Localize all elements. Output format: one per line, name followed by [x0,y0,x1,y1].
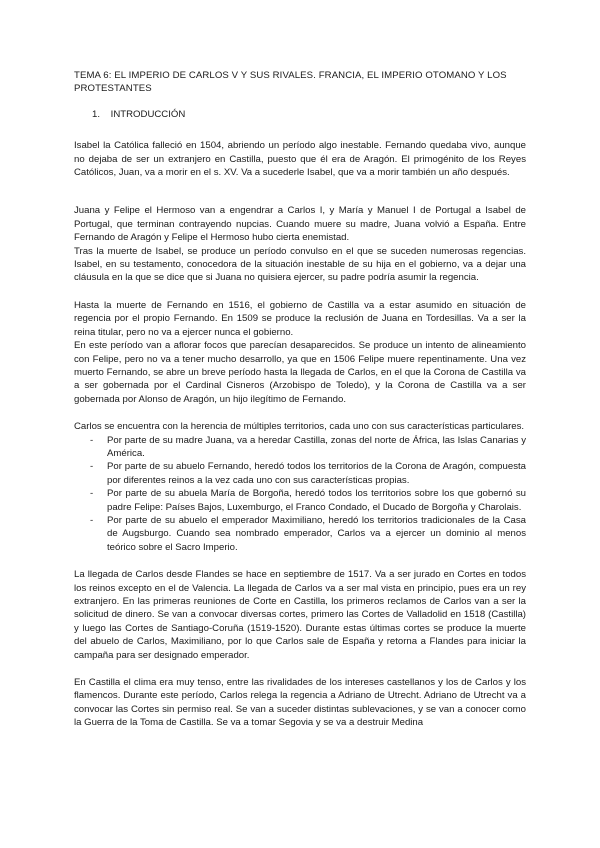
section-title: INTRODUCCIÓN [110,108,186,120]
paragraph: Carlos se encuentra con la herencia de múltiples territorios, cada uno con sus características particulares. [74,421,525,433]
list-item-text: Por parte de su abuelo el emperador Maximiliano, heredó los territorios tradicionales de la Casa de Augsburgo. Cuando sea nombrado emperador, Carlos va a ejercer un dominio al menos teórico sobre el Sacro Imperio. [107,514,526,553]
document-body [74,69,526,730]
list-item [74,514,526,554]
paragraph: En Castilla el clima era muy tenso, entre las rivalidades de los intereses castellanos y los de Carlos y los flamencos. Durante este período, Carlos relega la regencia a Adriano de Utrecht. Adriano de Utrecht va a convocar las Cortes sin permiso real. Se van a suceder distintas sublevaciones, y se van a conocer como la Guerra de la Toma de Castilla. Se va a tomar Segovia y se va a destruir Medina [74,677,526,729]
list-item-text: Por parte de su abuelo Fernando, heredó todos los territorios de la Corona de Aragón, compuesta por diferentes reinos a la vez cada uno con sus características propias. [107,461,526,486]
list-item [74,460,526,487]
document-title: TEMA 6: EL IMPERIO DE CARLOS V Y SUS RIVALES. FRANCIA, EL IMPERIO OTOMANO Y LOS PROTESTANTES [74,70,507,95]
list-bullet: - [90,434,94,446]
paragraph: Juana y Felipe el Hermoso van a engendrar a Carlos I, y María y Manuel I de Portugal a Isabel de Portugal, que terminan contrayendo nupcias. Cuando muere su madre, Juana volvió a España. Entre Fernando de Aragón y Felipe el Hermoso hubo cierta enemistad. [74,205,526,244]
list-item-text: Por parte de su abuela María de Borgoña, heredó todos los territorios sobre los que gobernó su padre Felipe: Países Bajos, Luxemburgo, el Franco Condado, el Ducado de Borgoña y Charolais. [107,488,526,513]
list-bullet: - [90,461,94,473]
paragraph: Isabel la Católica falleció en 1504, abriendo un período algo inestable. Fernando quedaba vivo, aunque no dejaba de ser un extranjero en Castilla, puesto que él era de Aragón. El primogénito de los Reyes Católicos, Juan, va a morir en el s. XV. Va a sucederle Isabel, que va a morir también un año después. [74,140,526,179]
list-item-text: Por parte de su madre Juana, va a heredar Castilla, zonas del norte de África, las Islas Canarias y América. [107,434,526,459]
section-heading [92,108,526,121]
inheritance-list [74,434,526,555]
paragraph: Tras la muerte de Isabel, se produce un período convulso en el que se suceden numerosas regencias. Isabel, en su testamento, conocedora de la situación inestable de su hija en el gobierno, va a dejar una cláusula en la que se dice que si Juana no quisiera ejercer, su padre podría asumir la regencia. [74,245,526,284]
list-bullet: - [90,514,94,526]
paragraph: La llegada de Carlos desde Flandes se hace en septiembre de 1517. Va a ser jurado en Cortes en todos los reinos excepto en el de Valencia. La llegada de Carlos va a ser mal vista en principio, pues era un rey extranjero. En las primeras reuniones de Corte en Castilla, los primeros reclamos de Carlos van a ser la solicitud de dinero. Se van a convocar diversas cortes, primero las Cortes de Valladolid en 1518 (Castilla) y luego las Cortes de Santiago-Coruña (1519-1520). Durante estas últimas cortes se produce la muerte del abuelo de Carlos, Maximiliano, por lo que Carlos sale de España y retorna a Flandes para iniciar la campaña para ser designado emperador. [74,569,526,661]
list-item [74,434,526,461]
paragraph: Hasta la muerte de Fernando en 1516, el gobierno de Castilla va a estar asumido en situación de regencia por el propio Fernando. En 1509 se produce la reclusión de Juana en Tordesillas. Va a ser la reina titular, pero no va a ejercer nunca el gobierno. [74,299,526,338]
paragraph: En este período van a aflorar focos que parecían desaparecidos. Se produce un intento de alineamiento con Felipe, pero no va a tener mucho desarrollo, ya que en 1506 Felipe muere repentinamente. Una vez muerto Fernando, se abre un breve período hasta la llegada de Carlos, en el que la Corona de Castilla va a ser gobernada por el Cardinal Cisneros (Arzobispo de Toledo), y la Corona de Castilla va a ser gobernada por Alonso de Aragón, un hijo ilegítimo de Fernando. [74,340,526,405]
section-number: 1. [92,108,101,120]
list-bullet: - [90,488,94,500]
list-item [74,487,526,514]
